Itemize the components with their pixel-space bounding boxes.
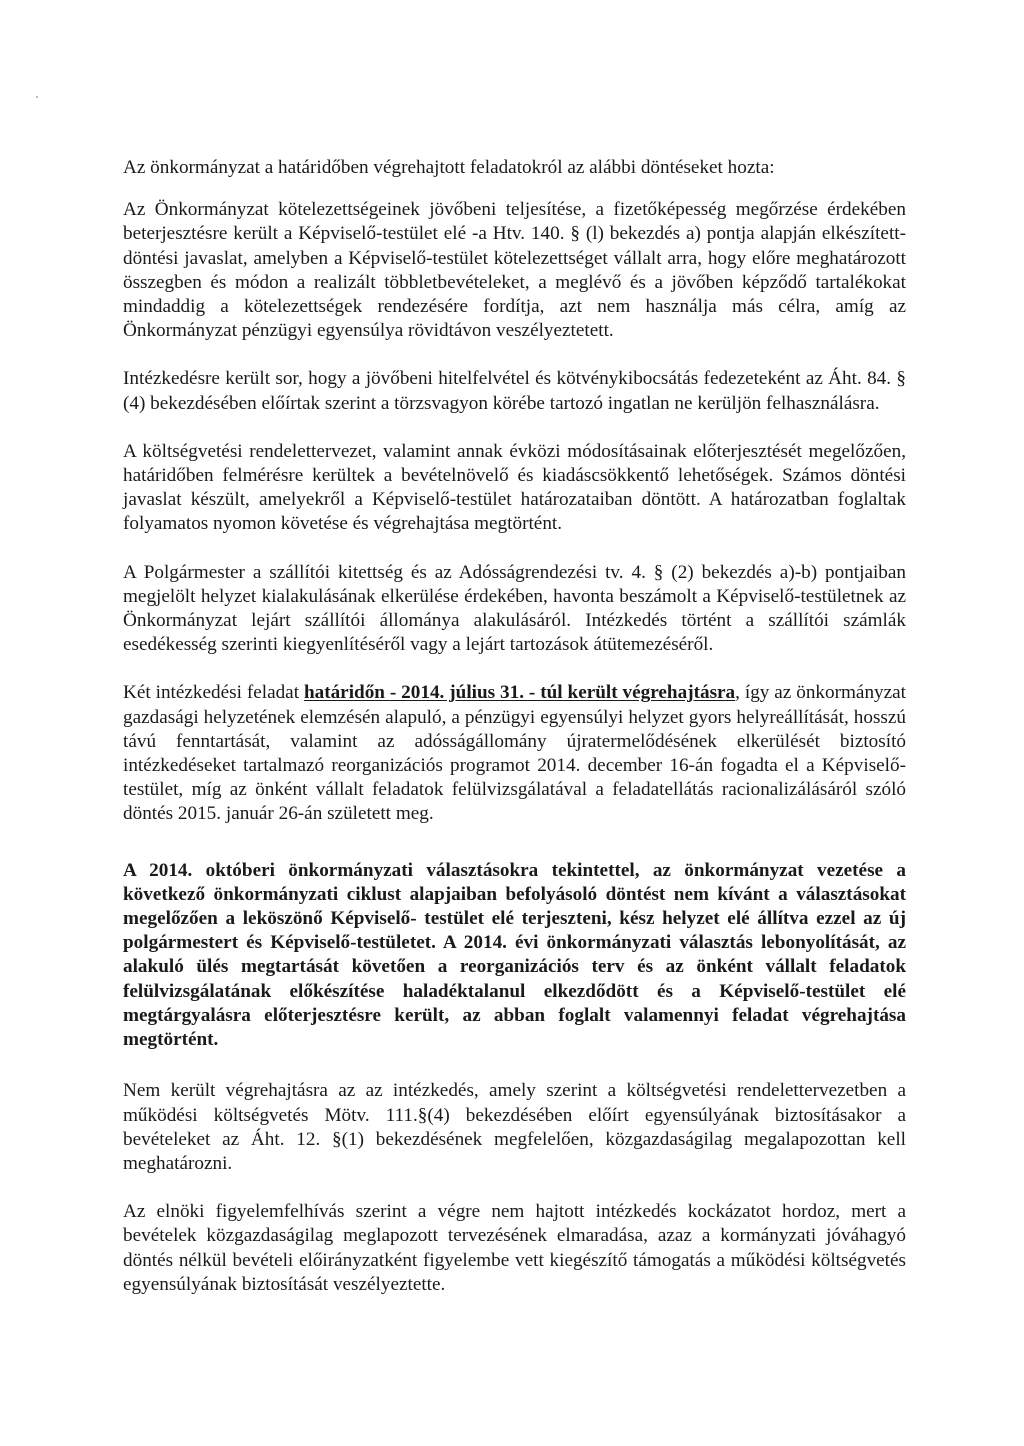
paragraph-borrowing: Intézkedésre került sor, hogy a jövőbeni hitelfelvétel és kötvénykibocsátás fedezeteként az Áht. 84. § (4) bekezdésében előírtak szerint a törzsvagyon körébe tartozó ingatlan ne kerüljön felhasználásra. (123, 368, 906, 414)
scan-artifact (36, 96, 38, 98)
paragraph-budget-draft: A költségvetési rendelettervezet, valamint annak évközi módosításainak előterjesztését megelőzően, határidőben felmérésre kerültek a bevételnövelő és kiadáscsökkentő lehetőségek. Számos döntési javaslat készült, amelyekről a Képviselő-testület határozataiban döntött. A határozatban foglaltak folyamatos nyomon követése és végrehajtása megtörtént. (123, 440, 906, 535)
paragraph-deadline (123, 681, 906, 826)
paragraph-mayor-report: A Polgármester a szállítói kitettség és az Adósságrendezési tv. 4. § (2) bekezdés a)-b) pontjaiban megjelölt helyzet kialakulásának elkerülése érdekében, havonta beszámolt a Képviselő-testületnek az Önkormányzat lejárt szállítói állománya alakulásáról. Intézkedés történt a szállítói számlák esedékesség szerinti kiegyenlítéséről vagy a lejárt tartozások átütemezéséről. (123, 561, 906, 656)
deadline-text-before: Két intézkedési feladat (123, 682, 304, 704)
document-page (123, 156, 906, 1321)
deadline-emphasis: határidőn - 2014. július 31. - túl került végrehajtásra (303, 682, 736, 704)
paragraph-elections-bold: A 2014. októberi önkormányzati választásokra tekintettel, az önkormányzat vezetése a következő önkormányzati ciklust alapjaiban befolyásoló döntést nem kívánt a választásokat megelőzően a leköszönő Képviselő- testület elé terjeszteni, kész helyzet elé állítva ezzel az új polgármestert és Képviselő-testületet. A 2014. évi önkormányzati választás lebonyolítását, az alakuló ülés megtartását követően a reorganizációs terv és az önként vállalt feladatok felülvizsgálatának előkészítése haladéktalanul elkezdődött és a Képviselő-testület elé megtárgyalásra előterjesztésre került, az abban foglalt valamennyi feladat végrehajtása megtörtént. (123, 859, 906, 1051)
paragraph-risk-notice: Az elnöki figyelemfelhívás szerint a végre nem hajtott intézkedés kockázatot hordoz, mert a bevételek közgazdaságilag meglapozott tervezésének elmaradása, azaz a kormányzati jóváhagyó döntés nélkül bevételi előirányzatként figyelembe vett kiegészítő támogatás a működési költségvetés egyensúlyának biztosítását veszélyeztette. (123, 1201, 906, 1295)
paragraph-not-executed: Nem került végrehajtásra az az intézkedés, amely szerint a költségvetési rendelettervezetben a működési költségvetés Mötv. 111.§(4) bekezdésében előírt egyensúlyának biztosításakor a bevételeket az Áht. 12. §(1) bekezdésének megfelelően, közgazdaságilag megalapozottan kell meghatározni. (123, 1080, 906, 1174)
paragraph-obligations: Az Önkormányzat kötelezettségeinek jövőbeni teljesítése, a fizetőképesség megőrzése érdekében beterjesztésre került a Képviselő-testület elé -a Htv. 140. § (l) bekezdés a) pontja alapján elkészített-döntési javaslat, amelyben a Képviselő-testület kötelezettséget vállalt arra, hogy előre meghatározott összegben és módon a realizált többletbevételeket, a meglévő és a jövőben képződő tartalékokat mindaddig a kötelezettségek rendezésére fordítja, azt nem használja más célra, amíg az Önkormányzat pénzügyi egyensúlya rövidtávon veszélyeztetett. (123, 199, 906, 342)
deadline-text-after: , így az önkormányzat gazdasági helyzetének elemzésén alapuló, a pénzügyi egyensúlyi helyzet gyors helyreállítását, hosszú távú fenntartását, valamint az adósságállomány újratermelődésének elkerülését biztosító intézkedéseket tartalmazó reorganizációs programot 2014. december 16-án fogadta el a Képviselő- testület, míg az önként vállalt feladatok felülvizsgálatával a feladatellátás racionalizálásáról szóló döntés 2015. január 26-án született meg. (123, 682, 906, 825)
intro-sentence: Az önkormányzat a határidőben végrehajtott feladatokról az alábbi döntéseket hozta: (123, 157, 775, 178)
